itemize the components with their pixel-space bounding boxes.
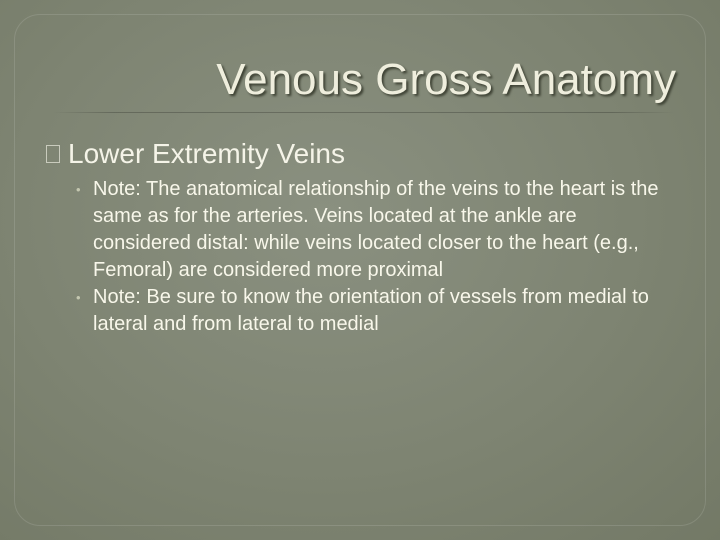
slide-title: Venous Gross Anatomy (216, 55, 676, 104)
bullet-item (74, 284, 674, 338)
section-heading (46, 136, 345, 172)
section-heading-text: Lower Extremity Veins (68, 138, 345, 169)
title-divider (52, 112, 674, 113)
bullet-text: Note: Be sure to know the orientation of vessels from medial to lateral and from lateral to medial (93, 286, 649, 335)
dot-bullet-icon: • (76, 290, 81, 305)
box-bullet-icon (46, 145, 60, 163)
dot-bullet-icon: • (76, 182, 81, 197)
bullet-text: Note: The anatomical relationship of the veins to the heart is the same as for the arteries. Veins located at the ankle are considered distal: while veins located closer to the heart (e.g., Femoral) are considered more proximal (93, 178, 659, 281)
bullet-item (74, 176, 674, 284)
bullet-list (74, 176, 674, 338)
